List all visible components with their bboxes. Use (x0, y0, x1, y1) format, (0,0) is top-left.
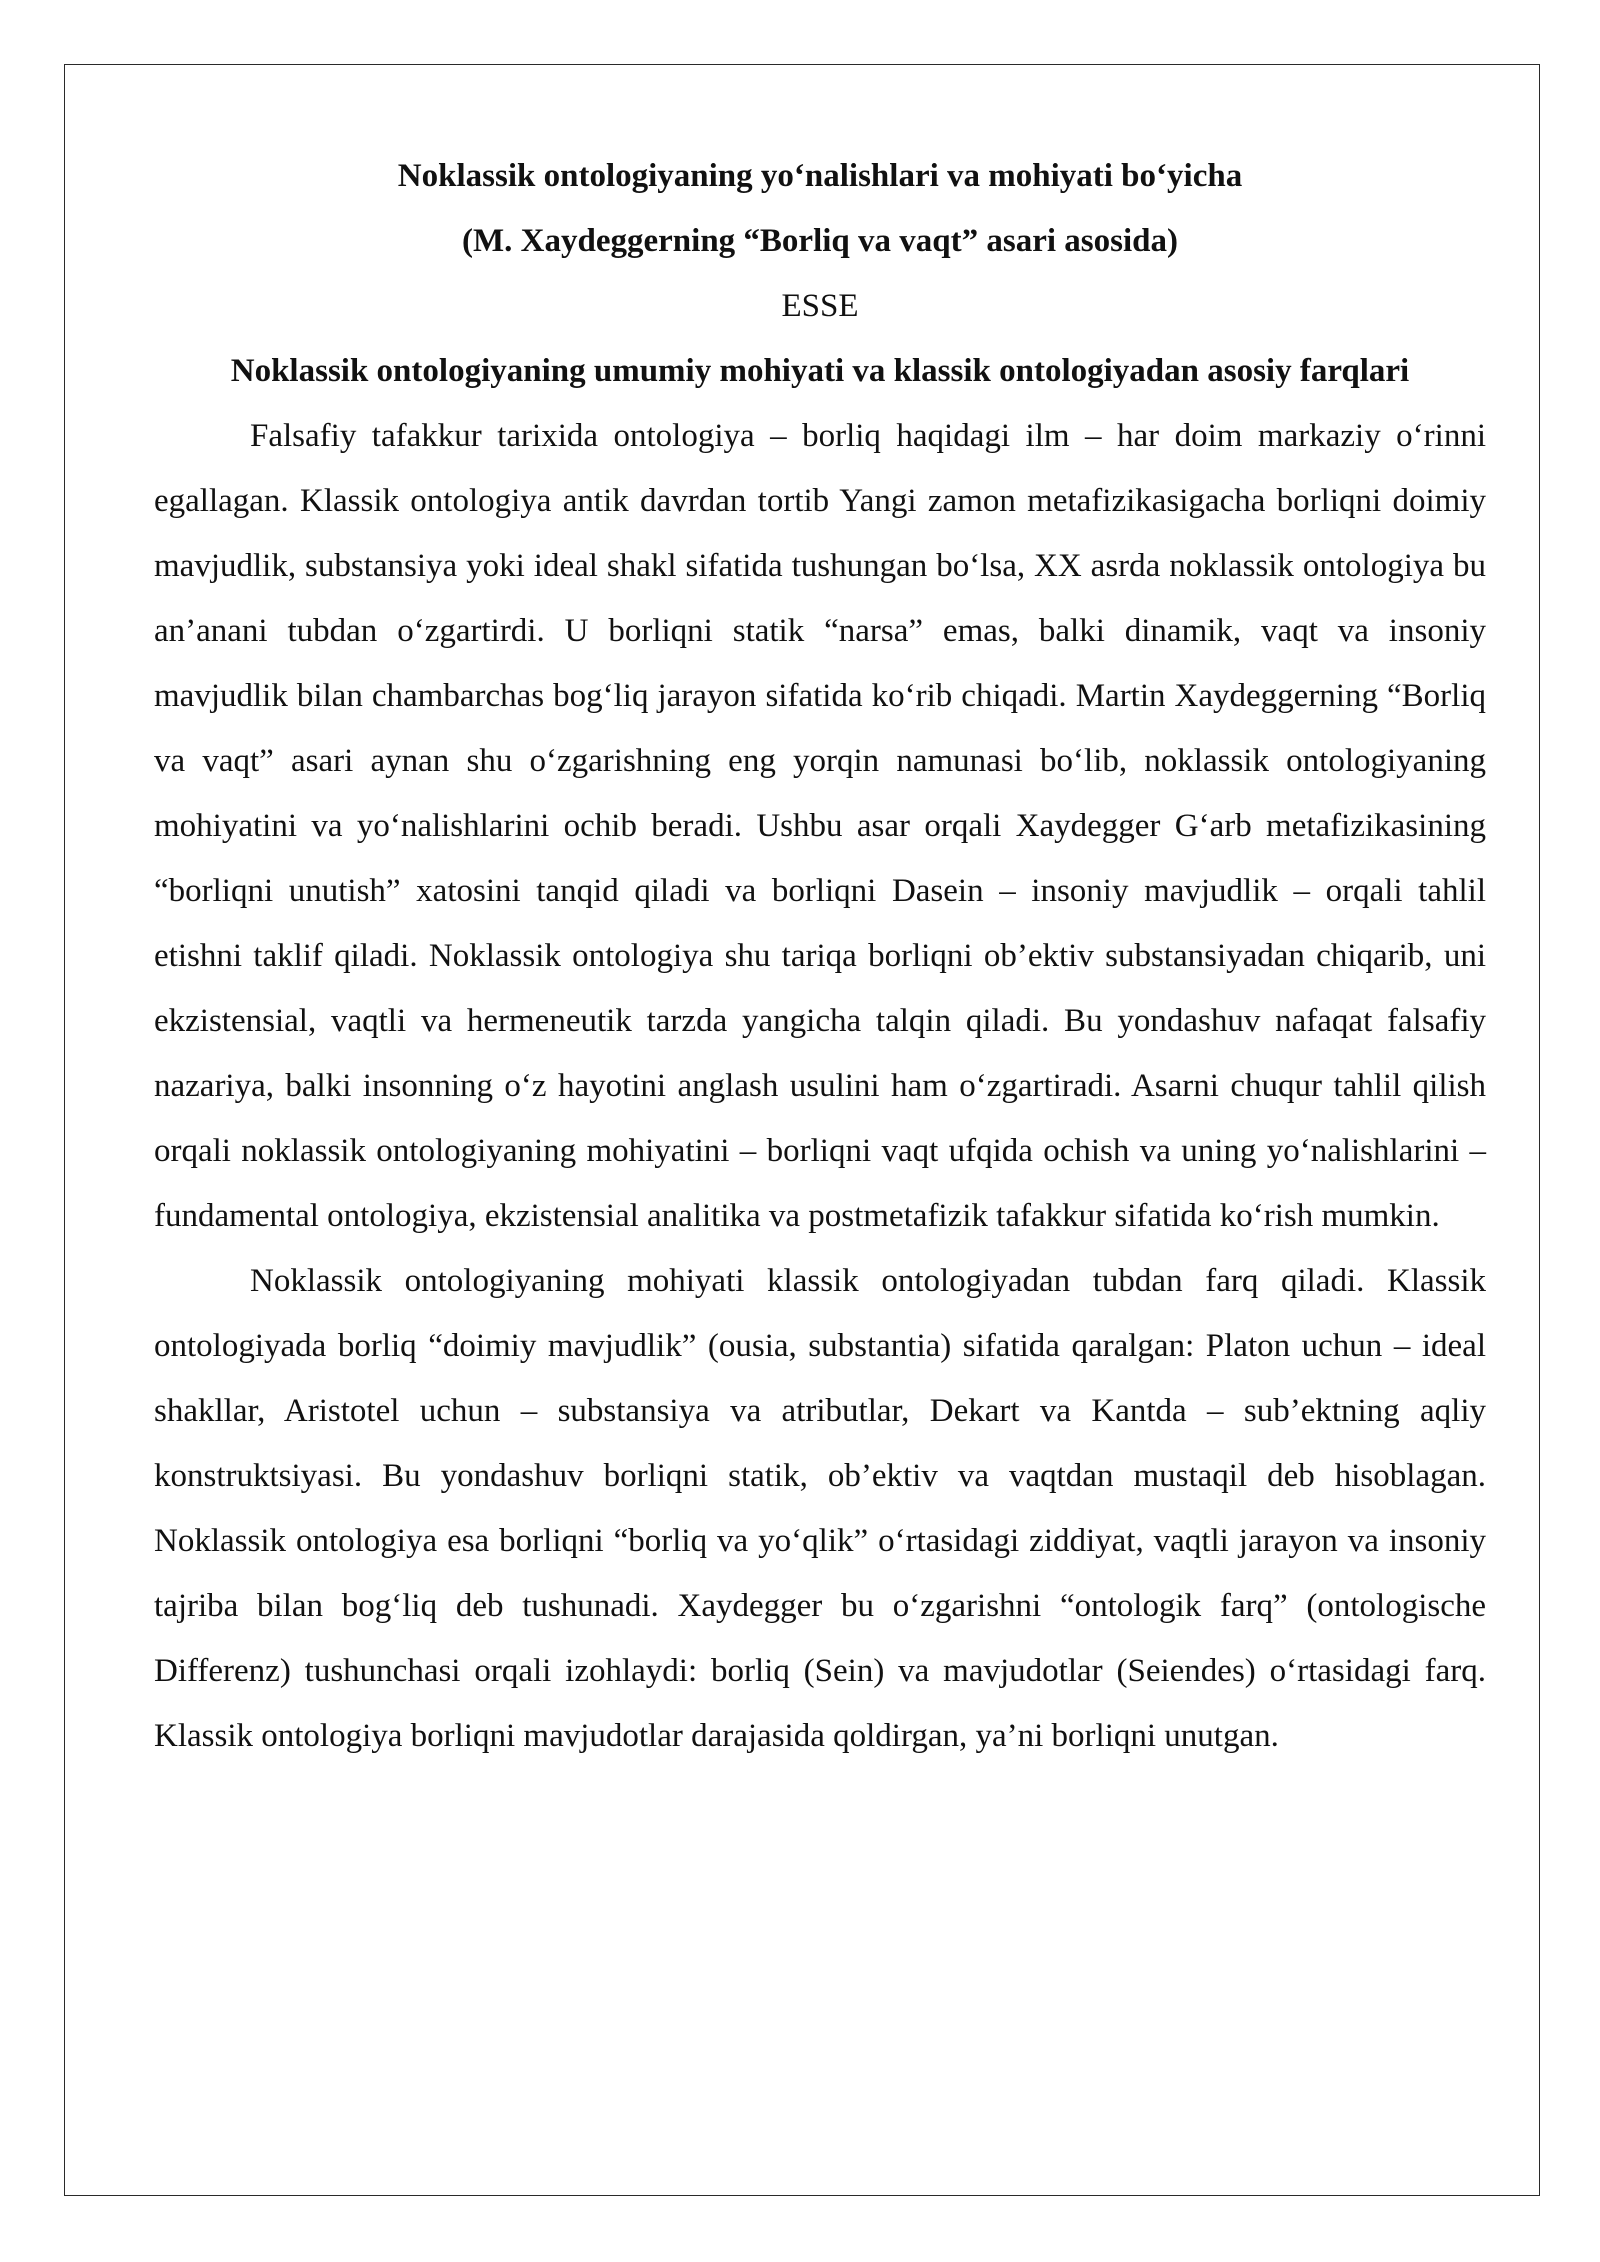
paragraph-2: Noklassik ontologiyaning mohiyati klassik ontologiyadan tubdan farq qiladi. Klassik ontologiyada borliq “doimiy mavjudlik” (ousia, substantia) sifatida qaralgan: Platon uchun – ideal shakllar, Aristotel uchun – substansiya va atributlar, Dekart va Kantda – sub’ektning aqliy konstruktsiyasi. Bu yondashuv borliqni statik, ob’ektiv va vaqtdan mustaqil deb hisoblagan. Noklassik ontologiya esa borliqni “borliq va yoʻqlik” oʻrtasidagi ziddiyat, vaqtli jarayon va insoniy tajriba bilan bogʻliq deb tushunadi. Xaydegger bu oʻzgarishni “ontologik farq” (ontologische Differenz) tushunchasi orqali izohlaydi: borliq (Sein) va mavjudotlar (Seiendes) oʻrtasidagi farq. Klassik ontologiya borliqni mavjudotlar darajasida qoldirgan, ya’ni borliqni unutgan. (154, 1263, 1486, 1754)
section-heading: Noklassik ontologiyaning umumiy mohiyati va klassik ontologiyadan asosiy farqlari (230, 353, 1410, 389)
document-title-line-2: (M. Xaydeggerning “Borliq va vaqt” asari asosida) (462, 223, 1178, 259)
document-body (154, 144, 1486, 1769)
document-genre: ESSE (781, 288, 859, 324)
document-title-line-1: Noklassik ontologiyaning yoʻnalishlari va mohiyati boʻyicha (397, 158, 1243, 194)
paragraph-1: Falsafiy tafakkur tarixida ontologiya – borliq haqidagi ilm – har doim markaziy oʻrinni egallagan. Klassik ontologiya antik davrdan tortib Yangi zamon metafizikasigacha borliqni doimiy mavjudlik, substansiya yoki ideal shakl sifatida tushungan boʻlsa, XX asrda noklassik ontologiya bu an’anani tubdan oʻzgartirdi. U borliqni statik “narsa” emas, balki dinamik, vaqt va insoniy mavjudlik bilan chambarchas bogʻliq jarayon sifatida koʻrib chiqadi. Martin Xaydeggerning “Borliq va vaqt” asari aynan shu oʻzgarishning eng yorqin namunasi boʻlib, noklassik ontologiyaning mohiyatini va yoʻnalishlarini ochib beradi. Ushbu asar orqali Xaydegger Gʻarb metafizikasining “borliqni unutish” xatosini tanqid qiladi va borliqni Dasein – insoniy mavjudlik – orqali tahlil etishni taklif qiladi. Noklassik ontologiya shu tariqa borliqni ob’ektiv substansiyadan chiqarib, uni ekzistensial, vaqtli va hermeneutik tarzda yangicha talqin qiladi. Bu yondashuv nafaqat falsafiy nazariya, balki insonning oʻz hayotini anglash usulini ham oʻzgartiradi. Asarni chuqur tahlil qilish orqali noklassik ontologiyaning mohiyatini – borliqni vaqt ufqida ochish va uning yoʻnalishlarini – fundamental ontologiya, ekzistensial analitika va postmetafizik tafakkur sifatida koʻrish mumkin. (154, 418, 1486, 1234)
